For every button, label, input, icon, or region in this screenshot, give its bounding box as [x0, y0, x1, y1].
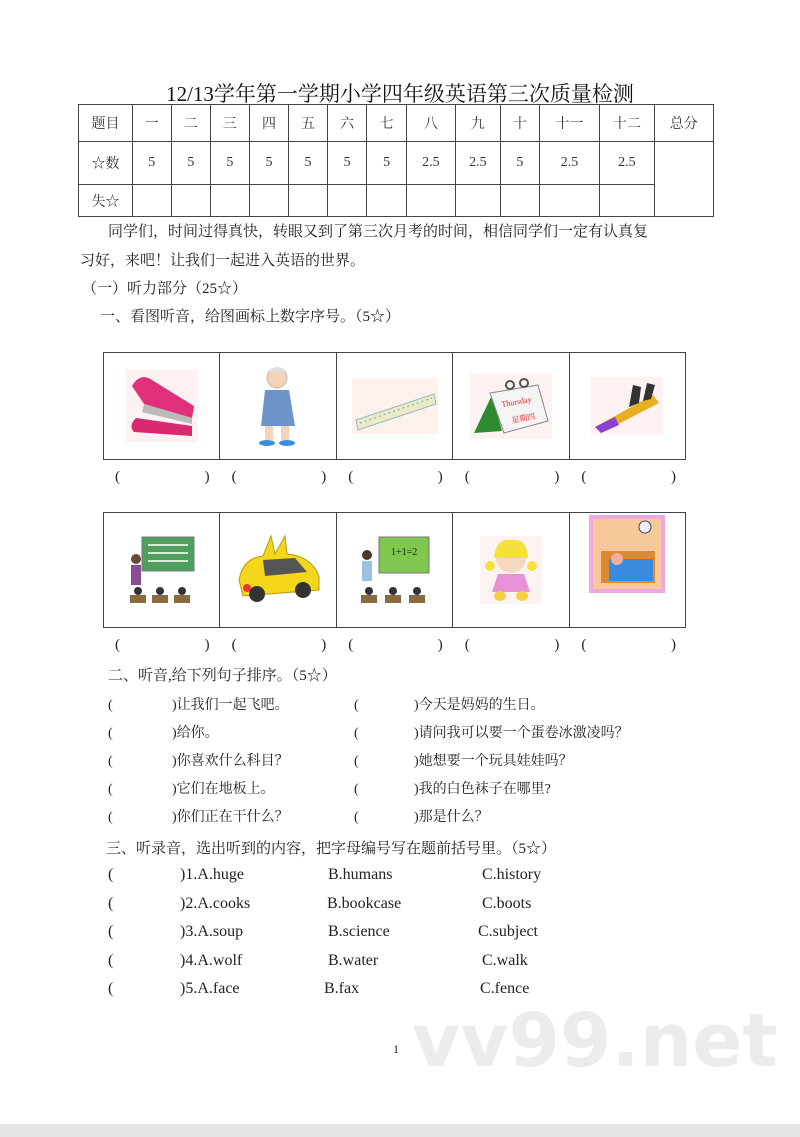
score-header-cell: 五	[289, 105, 328, 142]
score-header-cell: 十二	[600, 105, 654, 142]
option-c: C.walk	[482, 951, 528, 969]
lost-points-cell[interactable]	[132, 185, 171, 217]
q3-item: ( )5.A.face	[108, 980, 240, 998]
answer-blank[interactable]	[453, 637, 570, 654]
option-a: 3.A.soup	[185, 923, 244, 941]
q2-item: ( )她想要一个玩具娃娃吗？	[354, 754, 573, 769]
points-cell: 5	[367, 142, 407, 185]
calendar-icon	[468, 371, 554, 441]
answer-blank[interactable]	[336, 637, 453, 654]
option-b: B.bookcase	[327, 894, 402, 912]
paren-open: (	[231, 469, 237, 485]
q2-sentence: 你喜欢什么科目？	[176, 754, 289, 769]
paren-close: )	[670, 637, 676, 653]
option-a: 2.A.cooks	[185, 894, 251, 912]
intro-line-1: 同学们，时间过得真快，转眼又到了第三次月考的时间，相信同学们一定有认真复	[108, 224, 649, 240]
picture-grandmother	[220, 353, 336, 459]
answer-blank[interactable]: (	[108, 894, 114, 912]
doll-icon	[478, 534, 544, 606]
paren-close: )	[670, 469, 676, 485]
points-cell: 5	[289, 142, 328, 185]
answer-blank[interactable]: (	[108, 726, 113, 741]
lost-points-cell[interactable]	[249, 185, 289, 217]
paren-close: )	[321, 637, 327, 653]
q3-heading: 三、听录音，选出听到的内容，把字母编号写在题前括号里。（5☆）	[106, 841, 557, 857]
points-cell: 5	[327, 142, 367, 185]
q1-heading: 一、看图听音，给图画标上数字序号。（5☆）	[100, 309, 401, 325]
score-table	[78, 104, 714, 217]
paren-open: (	[581, 469, 587, 485]
option-a: 1.A.huge	[185, 866, 244, 883]
answer-blank[interactable]: (	[108, 698, 113, 713]
intro-line-2: 习好，来吧！让我们一起进入英语的世界。	[80, 253, 366, 269]
picture-shoes	[570, 353, 685, 459]
points-cell: 2.5	[600, 142, 654, 185]
points-cell: 5	[132, 142, 171, 185]
paren-open: (	[348, 637, 354, 653]
score-header-cell: 四	[249, 105, 289, 142]
lost-points-cell[interactable]	[367, 185, 407, 217]
option-c: C.history	[482, 866, 542, 883]
grandmother-icon	[243, 364, 313, 449]
score-header-cell: 题目	[79, 105, 133, 142]
paren-close: )	[554, 469, 560, 485]
page-title: 12/13学年第一学期小学四年级英语第三次质量检测	[166, 82, 634, 106]
answer-blank[interactable]: (	[354, 698, 359, 713]
answer-blank[interactable]	[453, 469, 570, 486]
score-header-cell: 三	[211, 105, 250, 142]
answer-blank[interactable]: (	[354, 810, 359, 825]
watermark: vv99.net	[412, 998, 778, 1084]
q2-item: ( )那是什么？	[354, 810, 489, 825]
paren-close: )	[554, 637, 560, 653]
option-b: B.humans	[328, 866, 393, 883]
points-cell: 5	[211, 142, 250, 185]
score-header-cell: 十	[501, 105, 540, 142]
picture-calendar	[453, 353, 569, 459]
q2-sentence: 它们在地板上。	[176, 782, 275, 797]
picture-doll	[453, 513, 569, 627]
option-c: C.boots	[482, 894, 532, 912]
bedroom-icon	[587, 513, 667, 595]
answer-blank[interactable]: (	[108, 754, 113, 769]
points-label: ☆数	[79, 142, 133, 185]
lost-points-cell[interactable]	[455, 185, 500, 217]
total-score-cell[interactable]	[654, 142, 713, 217]
score-header-cell: 二	[171, 105, 211, 142]
q2-item: ( )给你。	[108, 726, 219, 741]
q2-sentence: 让我们一起飞吧。	[176, 698, 289, 713]
q2-sentence: 她想要一个玩具娃娃吗？	[418, 754, 573, 769]
calendar-text-english: Thursday	[500, 394, 533, 409]
score-header-cell: 六	[327, 105, 367, 142]
q2-heading: 二、听音,给下列句子排序。（5☆）	[108, 668, 337, 684]
q3-item: ( )2.A.cooks	[108, 894, 251, 912]
q2-item: ( )我的白色袜子在哪里?	[354, 782, 551, 797]
answer-blank[interactable]	[220, 637, 337, 654]
answer-blank[interactable]: (	[108, 782, 113, 797]
paren-open: (	[115, 637, 120, 653]
q3-item: ( )3.A.soup	[108, 923, 244, 941]
answer-parens-row-2	[103, 637, 686, 654]
option-b: B.science	[328, 923, 390, 941]
option-c: C.fence	[480, 980, 530, 998]
ruler-icon	[350, 376, 440, 436]
english-class-icon	[126, 533, 198, 608]
q2-item: ( )让我们一起飞吧。	[108, 698, 289, 713]
picture-english-class	[104, 513, 220, 627]
paren-close: )	[321, 469, 327, 485]
q2-item: ( )请问我可以要一个蛋卷冰激凌吗？	[354, 726, 629, 741]
q2-sentence: 你们正在干什么？	[176, 810, 289, 825]
score-header-cell: 七	[367, 105, 407, 142]
paren-open: (	[581, 637, 587, 653]
option-b: B.fax	[324, 980, 360, 998]
q2-sentence: 我的白色袜子在哪里?	[418, 782, 551, 797]
answer-blank[interactable]	[569, 469, 686, 486]
paren-open: (	[464, 637, 470, 653]
answer-blank[interactable]: (	[354, 782, 359, 797]
paren-close: )	[204, 637, 210, 653]
points-cell: 5	[171, 142, 211, 185]
points-cell: 2.5	[455, 142, 500, 185]
paren-close: )	[204, 469, 210, 485]
picture-bedroom	[570, 513, 685, 627]
shoes-icon	[589, 375, 665, 437]
lost-label: 失☆	[79, 185, 133, 217]
q2-item: ( )你们正在干什么？	[108, 810, 289, 825]
calendar-text-chinese: 星期四	[510, 411, 536, 425]
points-cell: 5	[501, 142, 540, 185]
option-b: B.water	[328, 951, 379, 969]
picture-yellow-car	[220, 513, 336, 627]
score-header-cell: 十一	[539, 105, 600, 142]
q2-item: ( )今天是妈妈的生日。	[354, 698, 545, 713]
paren-open: (	[348, 469, 354, 485]
stapler-icon	[122, 366, 202, 446]
lost-points-cell[interactable]	[211, 185, 250, 217]
q2-sentence: 给你。	[176, 726, 219, 741]
option-a: 4.A.wolf	[185, 951, 243, 969]
lost-points-cell[interactable]	[289, 185, 328, 217]
bottom-bar	[0, 1124, 800, 1137]
answer-blank[interactable]	[103, 637, 220, 654]
lost-points-cell[interactable]	[539, 185, 600, 217]
answer-blank[interactable]: (	[108, 923, 114, 941]
answer-blank[interactable]: (	[108, 810, 113, 825]
page-number: 1	[393, 1042, 399, 1056]
paren-open: (	[231, 637, 237, 653]
picture-row-1	[103, 352, 686, 460]
answer-blank[interactable]: (	[108, 980, 114, 998]
answer-blank[interactable]: (	[354, 726, 359, 741]
score-header-cell: 一	[132, 105, 171, 142]
blackboard-math-text: 1+1=2	[390, 546, 417, 558]
points-cell: 2.5	[539, 142, 600, 185]
points-cell: 5	[249, 142, 289, 185]
answer-blank[interactable]: (	[108, 951, 114, 969]
q3-item: ( )1.A.huge	[108, 866, 244, 883]
option-c: C.subject	[478, 923, 538, 941]
paren-open: (	[115, 469, 120, 485]
paren-open: (	[464, 469, 470, 485]
score-header-cell: 八	[406, 105, 455, 142]
q2-item: ( )你喜欢什么科目？	[108, 754, 289, 769]
score-header-cell: 九	[455, 105, 500, 142]
answer-parens-row-1	[103, 469, 686, 486]
q2-sentence: 那是什么？	[418, 810, 489, 825]
lost-points-cell[interactable]	[327, 185, 367, 217]
score-header-cell: 总分	[654, 105, 713, 142]
answer-blank[interactable]	[103, 469, 220, 486]
answer-blank[interactable]: (	[108, 866, 114, 883]
math-class-icon	[357, 533, 433, 608]
paren-close: )	[437, 637, 443, 653]
answer-blank[interactable]: (	[354, 754, 359, 769]
lost-points-cell[interactable]	[501, 185, 540, 217]
lost-points-cell[interactable]	[600, 185, 654, 217]
q2-sentence: 今天是妈妈的生日。	[418, 698, 545, 713]
option-a: 5.A.face	[185, 980, 240, 998]
q3-item: ( )4.A.wolf	[108, 951, 243, 969]
picture-row-2	[103, 512, 686, 628]
picture-ruler	[337, 353, 453, 459]
paren-close: )	[437, 469, 443, 485]
picture-stapler	[104, 353, 220, 459]
part1-heading: （一）听力部分（25☆）	[82, 281, 248, 297]
lost-points-cell[interactable]	[406, 185, 455, 217]
yellow-car-icon	[233, 530, 323, 610]
points-cell: 2.5	[406, 142, 455, 185]
answer-blank[interactable]	[220, 469, 337, 486]
answer-blank[interactable]	[336, 469, 453, 486]
lost-points-cell[interactable]	[171, 185, 211, 217]
q2-sentence: 请问我可以要一个蛋卷冰激凌吗？	[418, 726, 629, 741]
q2-item: ( )它们在地板上。	[108, 782, 275, 797]
picture-math-class	[337, 513, 453, 627]
answer-blank[interactable]	[569, 637, 686, 654]
